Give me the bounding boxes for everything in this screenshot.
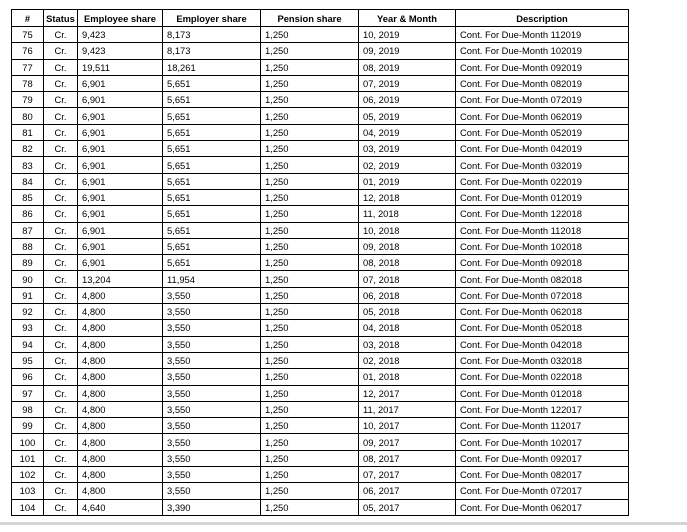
employee-share-cell: 13,204 (78, 271, 163, 287)
table-row (12, 418, 629, 434)
year-month-cell: 06, 2018 (359, 287, 456, 303)
employee-share-cell: 4,640 (78, 499, 163, 515)
pension-share-cell: 1,250 (261, 385, 359, 401)
table-row (12, 173, 629, 189)
serial-cell: 101 (12, 450, 44, 466)
status-cell: Cr. (44, 450, 78, 466)
description-cell: Cont. For Due-Month 102017 (456, 434, 629, 450)
employer-share-cell: 3,550 (163, 369, 261, 385)
year-month-cell: 02, 2018 (359, 352, 456, 368)
employer-share-cell: 3,550 (163, 287, 261, 303)
table-row (12, 499, 629, 515)
pension-share-cell: 1,250 (261, 59, 359, 75)
serial-cell: 86 (12, 206, 44, 222)
employee-share-cell: 4,800 (78, 418, 163, 434)
description-cell: Cont. For Due-Month 052019 (456, 124, 629, 140)
description-cell: Cont. For Due-Month 082017 (456, 467, 629, 483)
status-cell: Cr. (44, 385, 78, 401)
table-row (12, 483, 629, 499)
table-row (12, 434, 629, 450)
table-row (12, 287, 629, 303)
description-cell: Cont. For Due-Month 012019 (456, 189, 629, 205)
year-month-cell: 07, 2018 (359, 271, 456, 287)
pension-share-cell: 1,250 (261, 173, 359, 189)
serial-cell: 91 (12, 287, 44, 303)
serial-cell: 97 (12, 385, 44, 401)
employee-share-cell: 4,800 (78, 450, 163, 466)
column-header-serial: # (12, 10, 44, 27)
serial-cell: 75 (12, 27, 44, 43)
year-month-cell: 03, 2018 (359, 336, 456, 352)
description-cell: Cont. For Due-Month 102018 (456, 238, 629, 254)
table-row (12, 336, 629, 352)
year-month-cell: 08, 2019 (359, 59, 456, 75)
employee-share-cell: 4,800 (78, 467, 163, 483)
status-cell: Cr. (44, 108, 78, 124)
employee-share-cell: 6,901 (78, 238, 163, 254)
year-month-cell: 05, 2018 (359, 304, 456, 320)
year-month-cell: 10, 2018 (359, 222, 456, 238)
serial-cell: 94 (12, 336, 44, 352)
pension-share-cell: 1,250 (261, 352, 359, 368)
pension-share-cell: 1,250 (261, 499, 359, 515)
employer-share-cell: 3,550 (163, 385, 261, 401)
pension-share-cell: 1,250 (261, 206, 359, 222)
employer-share-cell: 3,390 (163, 499, 261, 515)
column-header-employer-share: Employer share (163, 10, 261, 27)
pension-share-cell: 1,250 (261, 271, 359, 287)
year-month-cell: 05, 2017 (359, 499, 456, 515)
serial-cell: 92 (12, 304, 44, 320)
status-cell: Cr. (44, 352, 78, 368)
status-cell: Cr. (44, 59, 78, 75)
year-month-cell: 06, 2017 (359, 483, 456, 499)
pension-share-cell: 1,250 (261, 287, 359, 303)
employee-share-cell: 19,511 (78, 59, 163, 75)
employee-share-cell: 4,800 (78, 401, 163, 417)
employee-share-cell: 6,901 (78, 173, 163, 189)
table-row (12, 141, 629, 157)
employee-share-cell: 9,423 (78, 43, 163, 59)
status-cell: Cr. (44, 320, 78, 336)
status-cell: Cr. (44, 401, 78, 417)
description-cell: Cont. For Due-Month 032018 (456, 352, 629, 368)
description-cell: Cont. For Due-Month 082018 (456, 271, 629, 287)
employer-share-cell: 3,550 (163, 483, 261, 499)
year-month-cell: 11, 2017 (359, 401, 456, 417)
serial-cell: 96 (12, 369, 44, 385)
status-cell: Cr. (44, 141, 78, 157)
table-row (12, 238, 629, 254)
pension-share-cell: 1,250 (261, 255, 359, 271)
employer-share-cell: 3,550 (163, 352, 261, 368)
serial-cell: 95 (12, 352, 44, 368)
year-month-cell: 04, 2018 (359, 320, 456, 336)
pension-share-cell: 1,250 (261, 157, 359, 173)
pension-share-cell: 1,250 (261, 141, 359, 157)
pension-share-cell: 1,250 (261, 222, 359, 238)
serial-cell: 77 (12, 59, 44, 75)
serial-cell: 98 (12, 401, 44, 417)
pension-share-cell: 1,250 (261, 336, 359, 352)
employee-share-cell: 6,901 (78, 141, 163, 157)
employee-share-cell: 6,901 (78, 206, 163, 222)
description-cell: Cont. For Due-Month 122018 (456, 206, 629, 222)
serial-cell: 84 (12, 173, 44, 189)
table-row (12, 222, 629, 238)
description-cell: Cont. For Due-Month 072017 (456, 483, 629, 499)
status-cell: Cr. (44, 499, 78, 515)
status-cell: Cr. (44, 27, 78, 43)
year-month-cell: 03, 2019 (359, 141, 456, 157)
table-row (12, 369, 629, 385)
employee-share-cell: 9,423 (78, 27, 163, 43)
description-cell: Cont. For Due-Month 022019 (456, 173, 629, 189)
employer-share-cell: 5,651 (163, 189, 261, 205)
pension-share-cell: 1,250 (261, 483, 359, 499)
table-row (12, 450, 629, 466)
employee-share-cell: 4,800 (78, 385, 163, 401)
year-month-cell: 09, 2019 (359, 43, 456, 59)
serial-cell: 100 (12, 434, 44, 450)
serial-cell: 87 (12, 222, 44, 238)
serial-cell: 79 (12, 92, 44, 108)
column-header-year-month: Year & Month (359, 10, 456, 27)
employer-share-cell: 3,550 (163, 320, 261, 336)
year-month-cell: 01, 2019 (359, 173, 456, 189)
description-cell: Cont. For Due-Month 052018 (456, 320, 629, 336)
status-cell: Cr. (44, 255, 78, 271)
year-month-cell: 10, 2017 (359, 418, 456, 434)
table-body (12, 27, 629, 516)
status-cell: Cr. (44, 369, 78, 385)
employee-share-cell: 4,800 (78, 320, 163, 336)
description-cell: Cont. For Due-Month 082019 (456, 75, 629, 91)
employer-share-cell: 3,550 (163, 401, 261, 417)
employer-share-cell: 18,261 (163, 59, 261, 75)
status-cell: Cr. (44, 304, 78, 320)
description-cell: Cont. For Due-Month 062018 (456, 304, 629, 320)
table-row (12, 27, 629, 43)
description-cell: Cont. For Due-Month 072018 (456, 287, 629, 303)
serial-cell: 81 (12, 124, 44, 140)
employer-share-cell: 5,651 (163, 124, 261, 140)
pension-share-cell: 1,250 (261, 320, 359, 336)
employee-share-cell: 4,800 (78, 336, 163, 352)
employer-share-cell: 5,651 (163, 92, 261, 108)
employer-share-cell: 3,550 (163, 450, 261, 466)
pension-share-cell: 1,250 (261, 92, 359, 108)
pension-share-cell: 1,250 (261, 75, 359, 91)
year-month-cell: 07, 2019 (359, 75, 456, 91)
serial-cell: 85 (12, 189, 44, 205)
employer-share-cell: 11,954 (163, 271, 261, 287)
table-row (12, 352, 629, 368)
status-cell: Cr. (44, 206, 78, 222)
table-row (12, 157, 629, 173)
column-header-pension-share: Pension share (261, 10, 359, 27)
serial-cell: 88 (12, 238, 44, 254)
description-cell: Cont. For Due-Month 092019 (456, 59, 629, 75)
table-row (12, 59, 629, 75)
pension-share-cell: 1,250 (261, 434, 359, 450)
employee-share-cell: 6,901 (78, 157, 163, 173)
status-cell: Cr. (44, 336, 78, 352)
table-row (12, 75, 629, 91)
column-header-employee-share: Employee share (78, 10, 163, 27)
pension-share-cell: 1,250 (261, 467, 359, 483)
status-cell: Cr. (44, 238, 78, 254)
employer-share-cell: 5,651 (163, 222, 261, 238)
year-month-cell: 08, 2017 (359, 450, 456, 466)
serial-cell: 102 (12, 467, 44, 483)
serial-cell: 99 (12, 418, 44, 434)
description-cell: Cont. For Due-Month 012018 (456, 385, 629, 401)
status-cell: Cr. (44, 271, 78, 287)
employer-share-cell: 8,173 (163, 27, 261, 43)
status-cell: Cr. (44, 467, 78, 483)
year-month-cell: 10, 2019 (359, 27, 456, 43)
employer-share-cell: 5,651 (163, 255, 261, 271)
employer-share-cell: 5,651 (163, 173, 261, 189)
page-bottom-divider (0, 522, 687, 525)
serial-cell: 89 (12, 255, 44, 271)
pension-share-cell: 1,250 (261, 124, 359, 140)
serial-cell: 83 (12, 157, 44, 173)
description-cell: Cont. For Due-Month 062019 (456, 108, 629, 124)
pension-share-cell: 1,250 (261, 108, 359, 124)
serial-cell: 82 (12, 141, 44, 157)
serial-cell: 103 (12, 483, 44, 499)
year-month-cell: 08, 2018 (359, 255, 456, 271)
serial-cell: 78 (12, 75, 44, 91)
year-month-cell: 04, 2019 (359, 124, 456, 140)
pension-share-cell: 1,250 (261, 238, 359, 254)
year-month-cell: 12, 2018 (359, 189, 456, 205)
table-row (12, 43, 629, 59)
description-cell: Cont. For Due-Month 022018 (456, 369, 629, 385)
table-row (12, 206, 629, 222)
description-cell: Cont. For Due-Month 042018 (456, 336, 629, 352)
employer-share-cell: 5,651 (163, 141, 261, 157)
status-cell: Cr. (44, 483, 78, 499)
employee-share-cell: 4,800 (78, 434, 163, 450)
employee-share-cell: 6,901 (78, 75, 163, 91)
description-cell: Cont. For Due-Month 122017 (456, 401, 629, 417)
pension-share-cell: 1,250 (261, 418, 359, 434)
column-header-description: Description (456, 10, 629, 27)
employer-share-cell: 5,651 (163, 238, 261, 254)
employee-share-cell: 6,901 (78, 92, 163, 108)
year-month-cell: 09, 2017 (359, 434, 456, 450)
employer-share-cell: 3,550 (163, 304, 261, 320)
header-row (12, 10, 629, 27)
serial-cell: 90 (12, 271, 44, 287)
description-cell: Cont. For Due-Month 092018 (456, 255, 629, 271)
employer-share-cell: 8,173 (163, 43, 261, 59)
employee-share-cell: 6,901 (78, 222, 163, 238)
employer-share-cell: 3,550 (163, 336, 261, 352)
description-cell: Cont. For Due-Month 102019 (456, 43, 629, 59)
serial-cell: 76 (12, 43, 44, 59)
employer-share-cell: 5,651 (163, 157, 261, 173)
pension-share-cell: 1,250 (261, 304, 359, 320)
employee-share-cell: 4,800 (78, 304, 163, 320)
year-month-cell: 07, 2017 (359, 467, 456, 483)
pension-share-cell: 1,250 (261, 401, 359, 417)
year-month-cell: 02, 2019 (359, 157, 456, 173)
table-row (12, 255, 629, 271)
employer-share-cell: 3,550 (163, 467, 261, 483)
status-cell: Cr. (44, 124, 78, 140)
status-cell: Cr. (44, 173, 78, 189)
status-cell: Cr. (44, 43, 78, 59)
employer-share-cell: 3,550 (163, 434, 261, 450)
table-row (12, 385, 629, 401)
status-cell: Cr. (44, 418, 78, 434)
table-row (12, 467, 629, 483)
table-header (12, 10, 629, 27)
serial-cell: 80 (12, 108, 44, 124)
employer-share-cell: 3,550 (163, 418, 261, 434)
status-cell: Cr. (44, 222, 78, 238)
year-month-cell: 11, 2018 (359, 206, 456, 222)
status-cell: Cr. (44, 434, 78, 450)
passbook-table-container (11, 9, 629, 516)
status-cell: Cr. (44, 92, 78, 108)
employee-share-cell: 4,800 (78, 352, 163, 368)
employee-share-cell: 4,800 (78, 369, 163, 385)
year-month-cell: 01, 2018 (359, 369, 456, 385)
column-header-status: Status (44, 10, 78, 27)
description-cell: Cont. For Due-Month 042019 (456, 141, 629, 157)
contribution-table (11, 9, 629, 516)
table-row (12, 124, 629, 140)
pension-share-cell: 1,250 (261, 369, 359, 385)
description-cell: Cont. For Due-Month 112019 (456, 27, 629, 43)
status-cell: Cr. (44, 157, 78, 173)
employee-share-cell: 6,901 (78, 124, 163, 140)
year-month-cell: 09, 2018 (359, 238, 456, 254)
description-cell: Cont. For Due-Month 112017 (456, 418, 629, 434)
serial-cell: 93 (12, 320, 44, 336)
table-row (12, 401, 629, 417)
pension-share-cell: 1,250 (261, 189, 359, 205)
employer-share-cell: 5,651 (163, 206, 261, 222)
employer-share-cell: 5,651 (163, 108, 261, 124)
status-cell: Cr. (44, 287, 78, 303)
description-cell: Cont. For Due-Month 072019 (456, 92, 629, 108)
description-cell: Cont. For Due-Month 112018 (456, 222, 629, 238)
table-row (12, 189, 629, 205)
table-row (12, 271, 629, 287)
pension-share-cell: 1,250 (261, 43, 359, 59)
employee-share-cell: 6,901 (78, 189, 163, 205)
year-month-cell: 06, 2019 (359, 92, 456, 108)
pension-share-cell: 1,250 (261, 450, 359, 466)
pension-share-cell: 1,250 (261, 27, 359, 43)
description-cell: Cont. For Due-Month 062017 (456, 499, 629, 515)
table-row (12, 108, 629, 124)
table-row (12, 304, 629, 320)
employee-share-cell: 4,800 (78, 287, 163, 303)
status-cell: Cr. (44, 75, 78, 91)
table-row (12, 320, 629, 336)
employee-share-cell: 4,800 (78, 483, 163, 499)
serial-cell: 104 (12, 499, 44, 515)
employee-share-cell: 6,901 (78, 108, 163, 124)
year-month-cell: 12, 2017 (359, 385, 456, 401)
employer-share-cell: 5,651 (163, 75, 261, 91)
description-cell: Cont. For Due-Month 032019 (456, 157, 629, 173)
description-cell: Cont. For Due-Month 092017 (456, 450, 629, 466)
employee-share-cell: 6,901 (78, 255, 163, 271)
table-row (12, 92, 629, 108)
year-month-cell: 05, 2019 (359, 108, 456, 124)
status-cell: Cr. (44, 189, 78, 205)
